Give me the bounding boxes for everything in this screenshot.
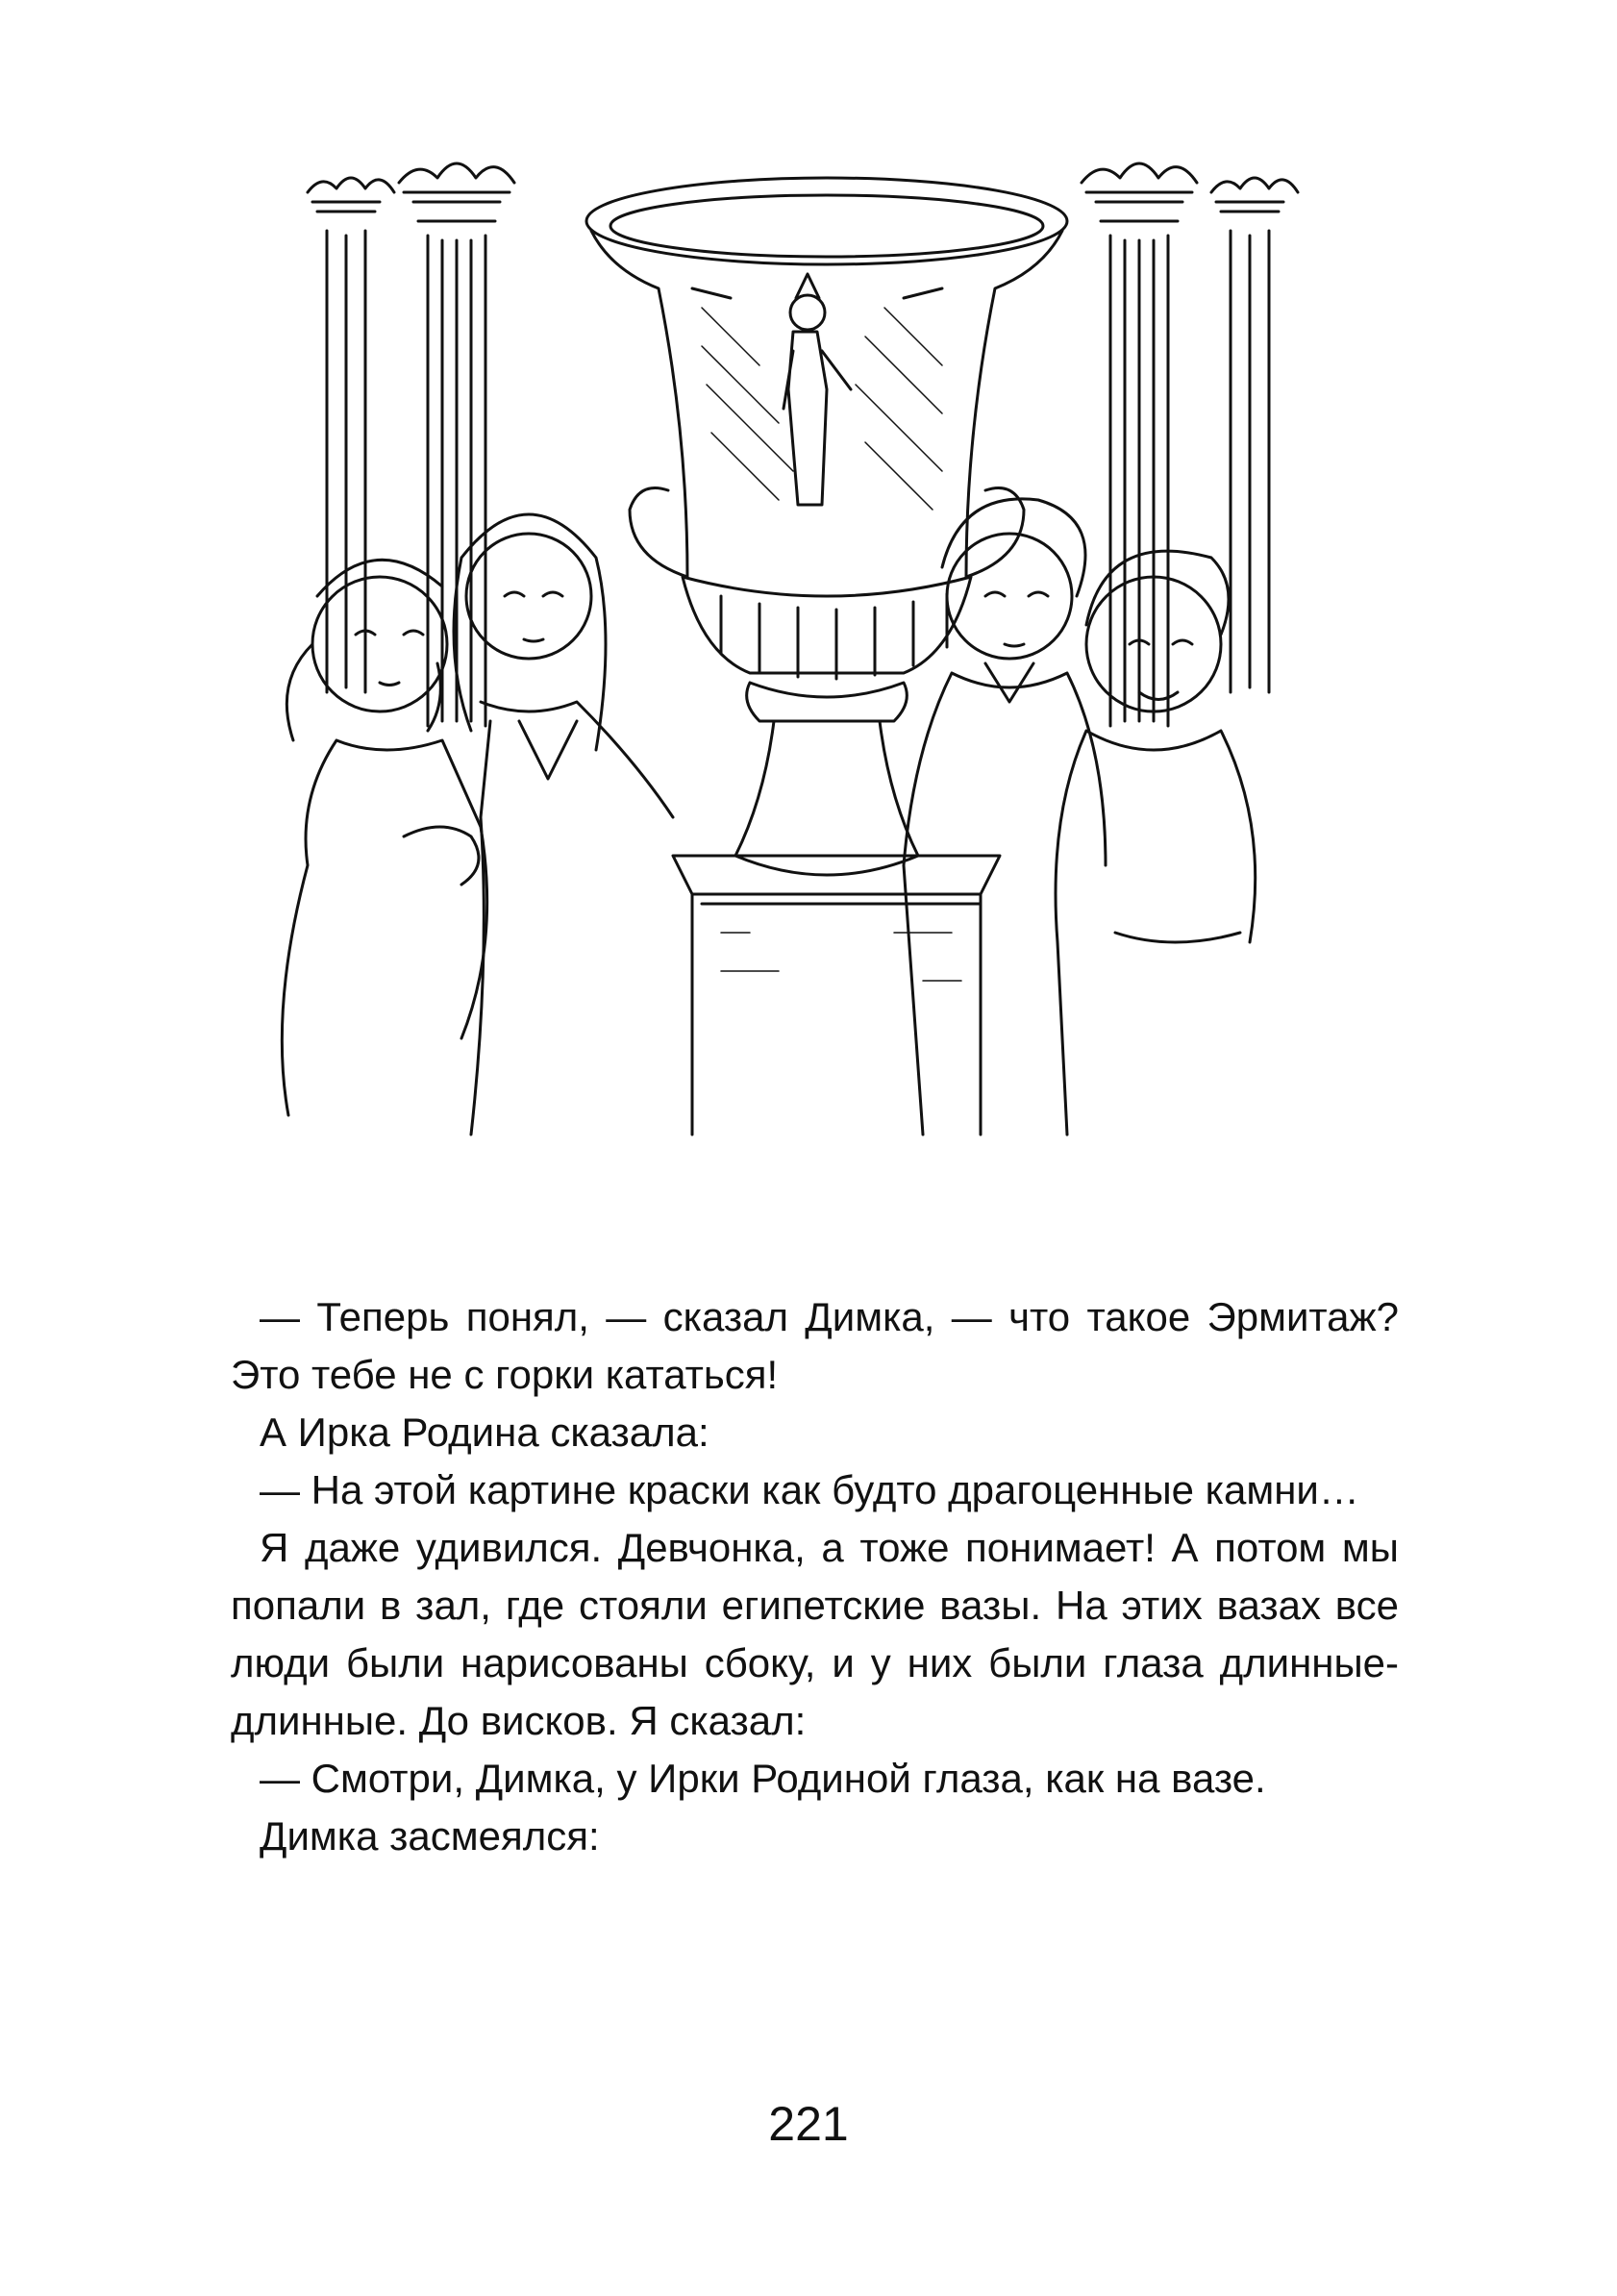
egyptian-figure [784, 274, 851, 505]
boy-right [1056, 551, 1256, 1135]
paragraph: Димка засмеялся: [260, 1813, 600, 1859]
page-number: 221 [768, 2097, 849, 2151]
paragraph: Я даже удивился. Девчонка, а тоже понимает! А потом мы попали в зал, где стояли египетские вазы. На этих вазах все люди были нарисованы сбоку, и у них были глаза длинные-длинные. До висков. Я сказал: [231, 1525, 1399, 1743]
pedestal [673, 856, 1000, 1135]
column-right-inner [1211, 178, 1298, 692]
paragraph: — Теперь понял, — сказал Димка, — что такое Эрмитаж? Это тебе не с горки кататься! [231, 1294, 1399, 1397]
story-text [231, 1288, 1399, 1865]
illustration-vase-children [269, 144, 1327, 1144]
paragraph: — Смотри, Димка, у Ирки Родиной глаза, как на вазе. [260, 1756, 1266, 1801]
boy-left [904, 499, 1106, 1135]
paragraph: А Ирка Родина сказала: [260, 1410, 709, 1455]
vase [586, 178, 1067, 875]
column-left [399, 163, 514, 726]
paragraph: — На этой картине краски как будто драгоценные камни… [260, 1467, 1359, 1512]
